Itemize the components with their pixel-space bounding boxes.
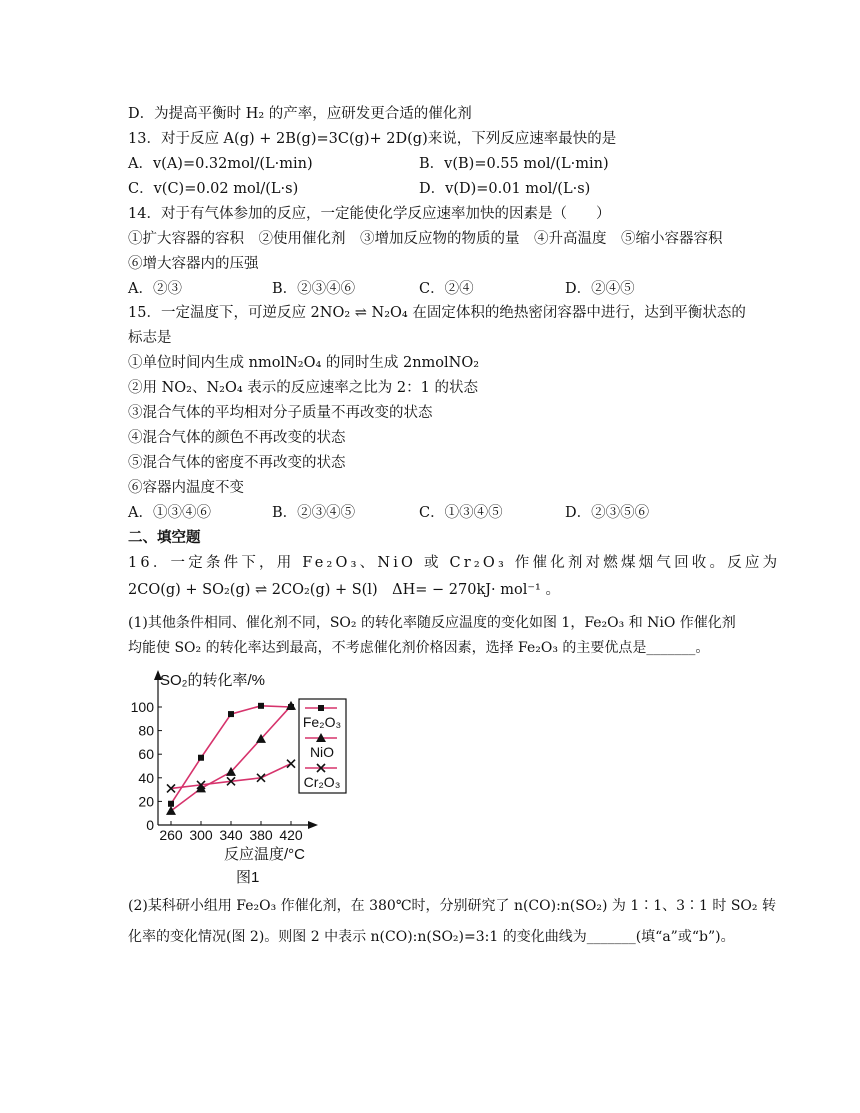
q15-option-b: B．②③④⑤ xyxy=(272,505,356,521)
x-tick-label: 260 xyxy=(159,827,183,843)
chart-svg xyxy=(128,662,358,890)
figure-1-chart xyxy=(128,662,358,890)
x-tick-label: 420 xyxy=(279,827,303,843)
x-tick-label: 380 xyxy=(249,827,273,843)
y-tick-label: 80 xyxy=(138,722,154,739)
data-point-triangle xyxy=(286,701,296,710)
q14-option-a: A．②③ xyxy=(128,281,182,297)
y-tick-label: 40 xyxy=(138,769,154,786)
legend-label: NiO xyxy=(309,744,335,760)
data-point-triangle xyxy=(166,806,176,815)
q15-option-c: C．①③④⑤ xyxy=(419,505,503,521)
y-tick-label: 60 xyxy=(138,746,154,763)
q15-statement-2: ②用 NO₂、N₂O₄ 表示的反应速率之比为 2：1 的状态 xyxy=(128,380,478,396)
x-axis-label: 反应温度/°C xyxy=(224,846,305,863)
q12-option-d: D．为提高平衡时 H₂ 的产率，应研发更合适的催化剂 xyxy=(128,106,472,122)
q15-option-a: A．①③④⑥ xyxy=(128,505,211,521)
section-heading: 二、填空题 xyxy=(128,529,201,546)
data-point-x xyxy=(287,760,295,768)
series-line-0 xyxy=(171,706,291,804)
figure-caption: 图1 xyxy=(236,869,260,886)
y-tick-label: 20 xyxy=(138,793,154,810)
q13-option-d: D．v(D)=0.01 mol/(L·s) xyxy=(419,181,591,197)
q14-option-b: B．②③④⑥ xyxy=(272,281,356,297)
q15-statement-4: ④混合气体的颜色不再改变的状态 xyxy=(128,430,346,446)
q13-stem: 13．对于反应 A(g) + 2B(g)=3C(g)+ 2D(g)来说，下列反应速率最快的是 xyxy=(128,131,617,147)
data-point-square xyxy=(198,755,204,761)
q15-statement-1: ①单位时间内生成 nmolN₂O₄ 的同时生成 2nmolNO₂ xyxy=(128,355,480,371)
data-point-square xyxy=(318,705,324,711)
q13-option-c: C．v(C)=0.02 mol/(L·s) xyxy=(128,181,299,197)
q16-part1-line1: (1)其他条件相同、催化剂不同，SO₂ 的转化率随反应温度的变化如图 1，Fe₂O₃ 和 NiO 作催化剂 xyxy=(128,615,736,631)
q13-option-b: B．v(B)=0.55 mol/(L·min) xyxy=(419,156,609,172)
q16-equation: 2CO(g) + SO₂(g) ⇌ 2CO₂(g) + S(l) ΔH= − 270kJ· mol⁻¹ 。 xyxy=(128,582,560,598)
q15-stem-2: 标志是 xyxy=(128,330,172,346)
q15-option-d: D．②③⑤⑥ xyxy=(565,505,650,521)
x-axis-arrow xyxy=(308,821,318,829)
q15-stem: 15．一定温度下，可逆反应 2NO₂ ⇌ N₂O₄ 在固定体积的绝热密闭容器中进行，达到平衡状态的 xyxy=(128,305,746,321)
q16-stem: 16．一定条件下，用 Fe₂O₃、NiO 或 Cr₂O₃ 作催化剂对燃煤烟气回收。反应为 xyxy=(128,555,781,571)
q15-statement-6: ⑥容器内温度不变 xyxy=(128,480,244,496)
q16-part2-line1: (2)某科研小组用 Fe₂O₃ 作催化剂，在 380℃时，分别研究了 n(CO):n(SO₂) 为 1∶1、3∶1 时 SO₂ 转 xyxy=(128,898,776,914)
legend-label: Fe₂O₃ xyxy=(302,714,342,730)
q15-statement-3: ③混合气体的平均相对分子质量不再改变的状态 xyxy=(128,405,433,421)
q14-statements-1: ①扩大容器的容积 ②使用催化剂 ③增加反应物的物质的量 ④升高温度 ⑤缩小容器容积 xyxy=(128,231,723,247)
q16-part2-line2: 化率的变化情况(图 2)。则图 2 中表示 n(CO):n(SO₂)=3:1 的变化曲线为_______(填“a”或“b”)。 xyxy=(128,929,735,945)
data-point-square xyxy=(258,703,264,709)
q14-option-c: C．②④ xyxy=(419,281,474,297)
series-line-1 xyxy=(171,706,291,811)
y-tick-label: 0 xyxy=(146,817,154,833)
q15-statement-5: ⑤混合气体的密度不再改变的状态 xyxy=(128,455,346,471)
y-tick-label: 100 xyxy=(130,699,154,715)
x-tick-label: 340 xyxy=(219,827,243,843)
legend-label: Cr₂O₃ xyxy=(303,774,341,790)
q14-option-d: D．②④⑤ xyxy=(565,281,635,297)
q13-option-a: A．v(A)=0.32mol/(L·min) xyxy=(128,156,313,172)
q14-statements-2: ⑥增大容器内的压强 xyxy=(128,256,259,272)
data-point-square xyxy=(228,711,234,717)
x-tick-label: 300 xyxy=(189,827,213,843)
q16-part1-line2: 均能使 SO₂ 的转化率达到最高，不考虑催化剂价格因素，选择 Fe₂O₃ 的主要优点是_______。 xyxy=(128,640,710,656)
y-axis-label: SO₂的转化率/% xyxy=(160,672,266,689)
q14-stem: 14．对于有气体参加的反应，一定能使化学反应速率加快的因素是（ ） xyxy=(128,206,611,222)
